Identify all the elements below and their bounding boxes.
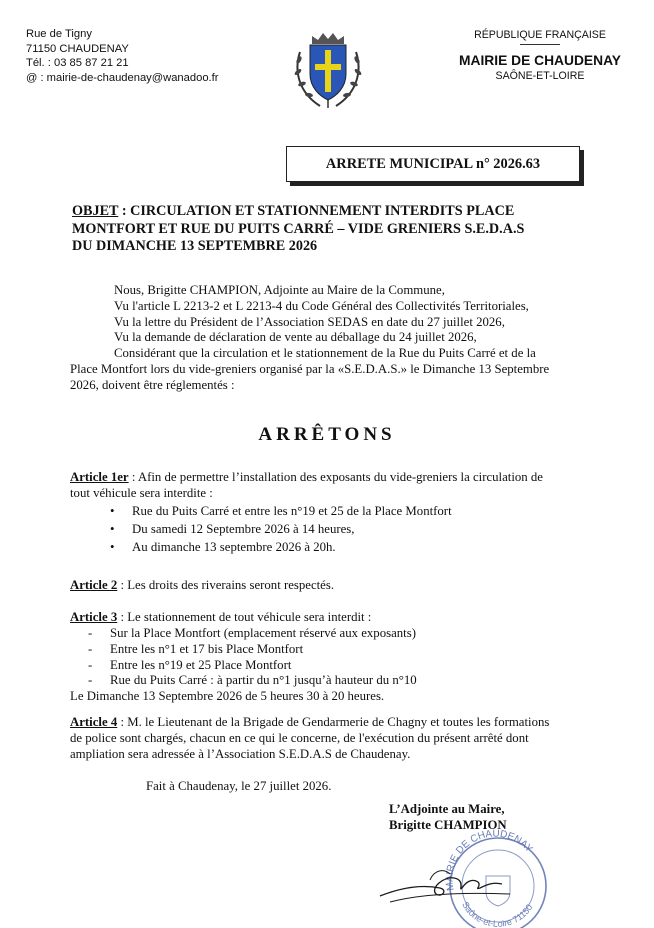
header-divider xyxy=(520,44,560,45)
item-text: Entre les n°19 et 25 Place Montfort xyxy=(110,657,292,672)
preamble-line: 2026, doivent être réglementés : xyxy=(70,377,235,392)
article-4 xyxy=(70,715,549,762)
preamble-line: Vu la demande de déclaration de vente au déballage du 24 juillet 2026, xyxy=(114,330,477,345)
article-4-line-3: ampliation sera adressée à l’Association S.E.D.A.S de Chaudenay. xyxy=(70,746,411,761)
bullet-icon: • xyxy=(110,539,115,554)
preamble-line: Vu la lettre du Président de l’Association SEDAS en date du 27 juillet 2026, xyxy=(114,314,505,329)
list-item xyxy=(88,642,417,658)
article-4-line-1 xyxy=(70,715,549,731)
article-1-text: : Afin de permettre l’installation des exposants du vide-greniers la circulation de xyxy=(128,470,543,484)
address-phone: Tél. : 03 85 87 21 21 xyxy=(26,57,129,70)
objet-block xyxy=(72,203,612,256)
objet-line-3: DU DIMANCHE 13 SEPTEMBRE 2026 xyxy=(72,238,318,254)
list-item xyxy=(110,522,452,538)
article-3 xyxy=(70,610,371,626)
arrete-title-box xyxy=(286,146,580,182)
republique-label: RÉPUBLIQUE FRANÇAISE xyxy=(474,29,606,41)
article-3-text: : Le stationnement de tout véhicule sera interdit : xyxy=(117,610,372,624)
fait-a-line: Fait à Chaudenay, le 27 juillet 2026. xyxy=(146,779,332,793)
article-4-line-2: de police sont chargés, chacun en ce qui le concerne, de l'exécution du présent arrêté dont xyxy=(70,730,529,745)
list-item xyxy=(88,626,417,642)
preamble-continued xyxy=(70,362,549,394)
preamble xyxy=(114,283,536,362)
article-4-label: Article 4 xyxy=(70,715,118,729)
mairie-name: MAIRIE DE CHAUDENAY xyxy=(458,53,621,68)
signatory-name: Brigitte CHAMPION xyxy=(389,817,507,832)
objet-line-2: MONTFORT ET RUE DU PUITS CARRÉ – VIDE GRENIERS S.E.D.A.S xyxy=(72,220,525,237)
objet-label: OBJET xyxy=(72,203,119,219)
preamble-line: Place Montfort lors du vide-greniers organisé par la «S.E.D.A.S.» le Dimanche 13 Septembre xyxy=(70,362,550,376)
article-4-text: : M. le Lieutenant de la Brigade de Gendarmerie de Chagny et toutes les formations xyxy=(117,715,550,729)
list-item xyxy=(110,504,452,520)
bullet-icon: • xyxy=(110,504,115,518)
list-item xyxy=(88,673,417,689)
dash-icon: - xyxy=(88,626,93,640)
article-1-line-2: tout véhicule sera interdite : xyxy=(70,485,213,500)
dash-icon: - xyxy=(88,657,93,672)
preamble-line: Nous, Brigitte CHAMPION, Adjointe au Maire de la Commune, xyxy=(114,283,445,297)
coat-of-arms-icon xyxy=(290,30,366,112)
address-street: Rue de Tigny xyxy=(26,28,92,40)
objet-line-1 xyxy=(72,203,612,221)
address-city: 71150 CHAUDENAY xyxy=(26,42,129,55)
address-email: @ : mairie-de-chaudenay@wanadoo.fr xyxy=(26,71,219,84)
sender-address xyxy=(26,27,219,85)
bullet-text: Au dimanche 13 septembre 2026 à 20h. xyxy=(132,539,336,554)
objet-text-1: : CIRCULATION ET STATIONNEMENT INTERDITS PLACE xyxy=(118,203,515,219)
list-item xyxy=(88,658,417,674)
article-1-bullets xyxy=(110,504,452,555)
item-text: Entre les n°1 et 17 bis Place Montfort xyxy=(110,641,304,656)
article-1-label: Article 1er xyxy=(70,470,129,484)
article-1-line-1 xyxy=(70,470,543,486)
bullet-text: Du samedi 12 Septembre 2026 à 14 heures, xyxy=(132,521,355,536)
article-3-footer: Le Dimanche 13 Septembre 2026 de 5 heures 30 à 20 heures. xyxy=(70,689,385,703)
dash-icon: - xyxy=(88,673,93,688)
list-item xyxy=(110,540,452,556)
preamble-line: Vu l'article L 2213-2 et L 2213-4 du Code Général des Collectivités Territoriales, xyxy=(114,298,529,313)
bullet-text: Rue du Puits Carré et entre les n°19 et 25 de la Place Montfort xyxy=(132,504,452,518)
article-2-text: : Les droits des riverains seront respectés. xyxy=(117,578,335,592)
departement-label: SAÔNE-ET-LOIRE xyxy=(495,70,585,82)
stamp-text-bottom: Saône-et-Loire 71150 xyxy=(460,900,535,928)
article-1 xyxy=(70,470,543,502)
item-text: Sur la Place Montfort (emplacement réservé aux exposants) xyxy=(110,626,416,640)
signatory-title: L’Adjointe au Maire, xyxy=(389,802,505,816)
handwritten-signature-icon xyxy=(370,858,520,908)
stamp-text-top: MAIRIE DE CHAUDENAY xyxy=(444,828,535,892)
preamble-line: Considérant que la circulation et le stationnement de la Rue du Puits Carré et de la xyxy=(114,346,536,361)
dash-icon: - xyxy=(88,641,93,656)
arrete-title: ARRETE MUNICIPAL n° 2026.63 xyxy=(325,155,541,172)
article-3-label: Article 3 xyxy=(70,610,118,624)
article-2 xyxy=(70,578,334,594)
arretons-heading: ARRÊTONS xyxy=(258,424,396,445)
bullet-icon: • xyxy=(110,521,115,536)
article-2-label: Article 2 xyxy=(70,578,118,592)
article-3-items xyxy=(88,626,417,689)
item-text: Rue du Puits Carré : à partir du n°1 jusqu’à hauteur du n°10 xyxy=(110,673,417,688)
